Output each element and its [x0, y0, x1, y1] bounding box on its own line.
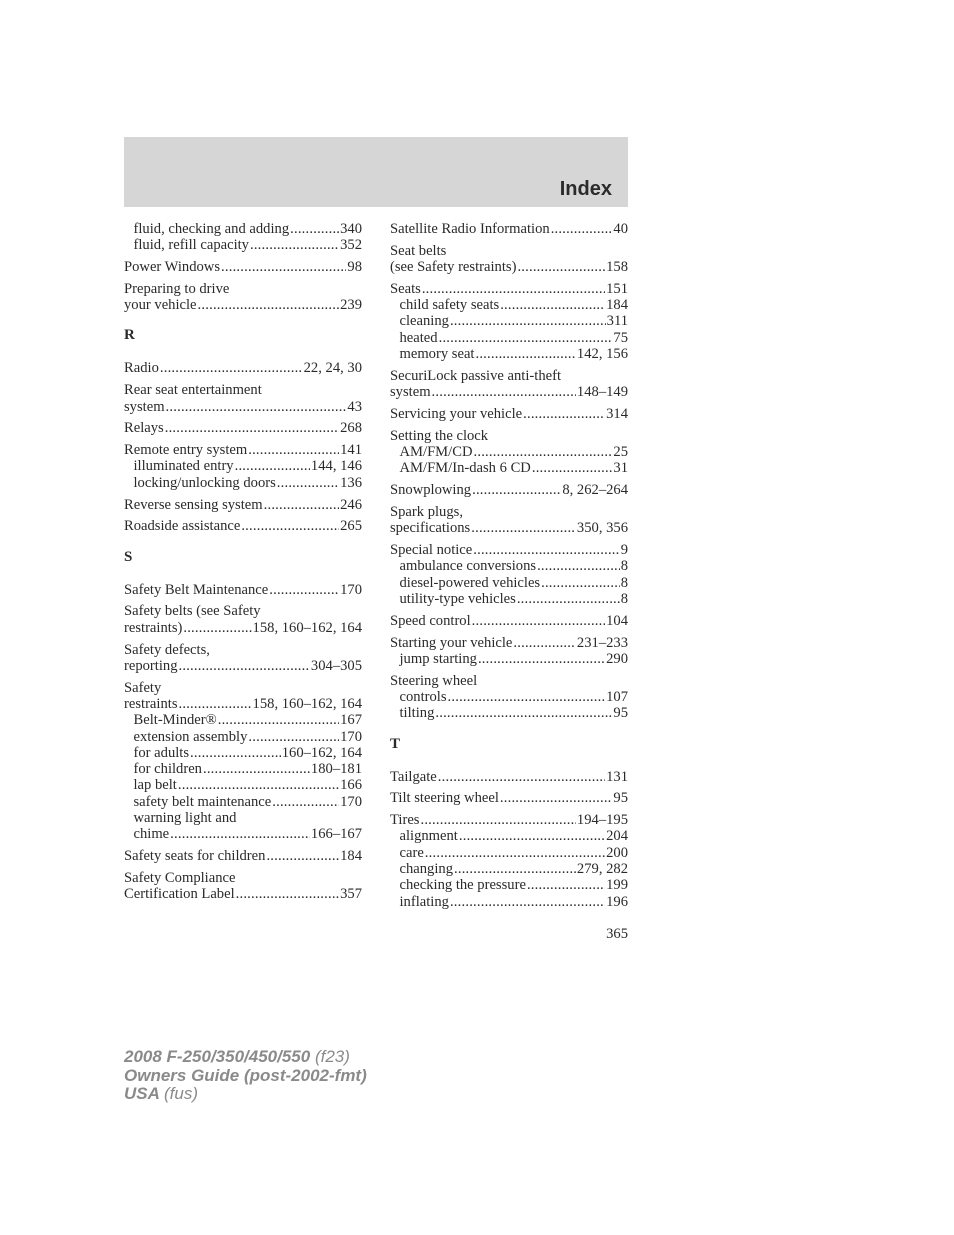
index-entry [390, 221, 628, 237]
index-column-left [124, 221, 362, 908]
index-term: Remote entry system [124, 442, 248, 459]
leader-dots [513, 635, 576, 651]
leader-dots [474, 444, 613, 460]
index-entry-line [124, 518, 362, 534]
page-number: 365 [606, 926, 628, 942]
index-page-ref: 148–149 [576, 384, 628, 401]
index-term: Tires [390, 812, 420, 829]
index-entry-line [390, 482, 628, 498]
index-term: Snowplowing [390, 482, 472, 499]
index-entry [390, 368, 628, 401]
index-subentry-line [390, 705, 628, 721]
leader-dots [478, 651, 605, 667]
index-subentry-line [390, 845, 628, 861]
index-term: AM/FM/In-dash 6 CD [399, 460, 531, 477]
index-term: SecuriLock passive anti-theft [390, 367, 562, 384]
index-term: Special notice [390, 542, 473, 559]
leader-dots [475, 346, 575, 362]
index-entry [124, 497, 362, 513]
leader-dots [500, 297, 605, 313]
index-page-ref: 107 [606, 688, 628, 705]
footer-line-3 [124, 1085, 367, 1104]
index-term: Seat belts [390, 242, 447, 259]
index-term: ambulance conversions [399, 558, 537, 575]
index-entry [124, 420, 362, 436]
index-term: warning light and [133, 810, 237, 827]
index-page-ref: 158, 160–162, 164 [252, 619, 362, 636]
leader-dots [250, 237, 339, 253]
leader-dots [198, 297, 340, 313]
index-page-ref: 279, 282 [576, 861, 628, 877]
leader-dots [432, 384, 576, 400]
footer-model: 2008 F-250/350/450/550 [124, 1047, 311, 1066]
index-subentry-line [390, 861, 628, 877]
index-page-ref: 184 [606, 297, 628, 314]
index-page-ref: 141 [340, 442, 362, 459]
index-page-ref: 8, 262–264 [562, 482, 628, 499]
index-entry [390, 428, 628, 477]
index-page-ref: 311 [606, 313, 628, 330]
index-term: tilting [399, 705, 435, 722]
index-page-ref: 170 [340, 581, 362, 598]
index-entry [124, 360, 362, 376]
index-entry-line [390, 790, 628, 806]
index-term: reporting [124, 657, 178, 674]
leader-dots [241, 518, 339, 534]
index-subentry-line [390, 651, 628, 667]
index-entry [124, 281, 362, 314]
index-subentry-line [124, 221, 362, 237]
index-page-ref: 158 [606, 259, 628, 276]
index-page-ref: 8 [620, 590, 628, 607]
index-subentry-line [124, 810, 362, 826]
index-term: Setting the clock [390, 427, 489, 444]
index-term: your vehicle [124, 297, 197, 314]
index-term: lap belt [133, 777, 177, 794]
index-entry-line [124, 603, 362, 619]
leader-dots [450, 894, 605, 910]
index-subentry-line [124, 777, 362, 793]
leader-dots [537, 558, 620, 574]
index-entry-line [124, 281, 362, 297]
leader-dots [170, 826, 310, 842]
index-page-ref: 95 [613, 790, 628, 807]
index-page-ref: 95 [613, 705, 628, 722]
index-entry [124, 442, 362, 491]
index-subentry-line [124, 458, 362, 474]
index-page-ref: 142, 156 [576, 346, 628, 363]
leader-dots [179, 696, 252, 712]
index-page-ref: 22, 24, 30 [303, 360, 362, 377]
leader-dots [236, 886, 339, 902]
index-subentry-line [390, 460, 628, 476]
index-page-ref: 98 [347, 259, 362, 276]
leader-dots [203, 761, 310, 777]
index-letter-heading: S [124, 548, 133, 565]
index-entry-line [124, 696, 362, 712]
index-term: inflating [399, 893, 449, 910]
index-term: Speed control [390, 612, 471, 629]
index-page-ref: 25 [613, 444, 628, 461]
index-term: heated [399, 329, 438, 346]
leader-dots [269, 582, 339, 598]
index-entry-line [390, 428, 628, 444]
index-page-ref: 314 [606, 405, 628, 422]
leader-dots [165, 420, 339, 436]
leader-dots [541, 575, 620, 591]
leader-dots [183, 620, 251, 636]
leader-dots [532, 460, 613, 476]
index-entry [124, 680, 362, 843]
index-entry [390, 673, 628, 722]
leader-dots [523, 406, 605, 422]
index-entry [390, 406, 628, 422]
leader-dots [448, 689, 606, 705]
index-page-ref: 194–195 [576, 812, 628, 829]
index-subentry-line [124, 745, 362, 761]
leader-dots [517, 591, 620, 607]
leader-dots [264, 497, 339, 513]
leader-dots [248, 729, 339, 745]
index-page-ref: 200 [606, 844, 628, 861]
footer-model-code: (f23) [314, 1047, 350, 1066]
index-subentry-line [390, 575, 628, 591]
index-term: diesel-powered vehicles [399, 574, 541, 591]
leader-dots [454, 861, 576, 877]
index-page-ref: 290 [606, 650, 628, 667]
footer-market: USA [124, 1084, 160, 1103]
index-subentry-line [124, 237, 362, 253]
leader-dots [439, 330, 613, 346]
leader-dots [435, 705, 612, 721]
leader-dots [500, 790, 613, 806]
index-letter-heading: R [124, 327, 135, 344]
index-term: cleaning [399, 313, 449, 330]
index-term: (see Safety restraints) [390, 259, 517, 276]
index-page-ref: 166–167 [310, 826, 362, 843]
leader-dots [178, 777, 339, 793]
index-entry [390, 790, 628, 806]
index-page-ref: 31 [613, 460, 628, 477]
leader-dots [551, 221, 613, 237]
index-term: care [399, 844, 424, 861]
index-entry [390, 482, 628, 498]
index-subentry-line [390, 689, 628, 705]
index-term: locking/unlocking doors [133, 474, 276, 491]
index-term: Safety seats for children [124, 848, 266, 865]
leader-dots [517, 259, 605, 275]
index-term: system [124, 398, 165, 415]
index-term: Safety Compliance [124, 869, 236, 886]
leader-dots [472, 482, 561, 498]
index-entry [124, 221, 362, 254]
leader-dots [160, 360, 303, 376]
index-entry [124, 382, 362, 415]
index-entry [124, 259, 362, 275]
index-entry-line [124, 870, 362, 886]
index-subentry-line [390, 828, 628, 844]
index-page-ref: 131 [606, 768, 628, 785]
index-page-ref: 158, 160–162, 164 [252, 695, 362, 712]
leader-dots [179, 658, 310, 674]
index-entry-line [124, 382, 362, 398]
index-term: Seats [390, 280, 421, 297]
index-entry [124, 582, 362, 598]
index-entry [390, 812, 628, 910]
index-term: memory seat [399, 346, 475, 363]
leader-dots [266, 848, 339, 864]
index-entry-line [124, 360, 362, 376]
index-page-ref: 231–233 [576, 634, 628, 651]
index-term: Safety belts (see Safety [124, 603, 261, 620]
index-term: illuminated entry [133, 458, 234, 475]
leader-dots [450, 313, 606, 329]
index-entry-line [124, 297, 362, 313]
index-term: extension assembly [133, 728, 248, 745]
index-entry-line [124, 399, 362, 415]
index-page-ref: 352 [340, 237, 362, 254]
index-term: Belt-Minder® [133, 712, 217, 729]
index-page-ref: 340 [340, 221, 362, 237]
index-page-ref: 40 [613, 221, 628, 237]
index-term: changing [399, 861, 453, 877]
index-subentry-line [390, 297, 628, 313]
index-entry-line [390, 673, 628, 689]
index-entry-line [124, 886, 362, 902]
index-term: controls [399, 688, 447, 705]
index-term: Relays [124, 420, 164, 437]
index-page-ref: 265 [340, 518, 362, 535]
footer-line-2 [124, 1067, 367, 1086]
index-page-ref: 184 [340, 848, 362, 865]
index-term: Power Windows [124, 259, 221, 276]
index-subentry-line [390, 444, 628, 460]
leader-dots [277, 475, 339, 491]
index-entry [124, 518, 362, 534]
index-term: Starting your vehicle [390, 634, 513, 651]
index-term: Reverse sensing system [124, 496, 263, 513]
index-term: Tailgate [390, 768, 437, 785]
index-entry [124, 870, 362, 903]
index-term: jump starting [399, 650, 477, 667]
index-subentry-line [390, 877, 628, 893]
index-term: Rear seat entertainment [124, 382, 262, 399]
index-page-ref: 170 [340, 793, 362, 810]
index-entry-line [390, 504, 628, 520]
index-subentry-line [124, 475, 362, 491]
index-term: safety belt maintenance [133, 793, 272, 810]
index-term: specifications [390, 520, 471, 537]
index-entry-line [390, 520, 628, 536]
index-page-ref: 246 [340, 496, 362, 513]
index-letter-heading: T [390, 735, 401, 752]
index-entry-line [390, 259, 628, 275]
index-term: Spark plugs, [390, 503, 463, 520]
index-entry [390, 504, 628, 537]
index-term: Preparing to drive [124, 280, 230, 297]
index-page-ref: 144, 146 [310, 458, 362, 475]
header-band [124, 137, 628, 207]
index-page-ref: 268 [340, 420, 362, 437]
index-entry-line [390, 613, 628, 629]
index-subentry-line [390, 591, 628, 607]
leader-dots [420, 812, 575, 828]
index-term: Steering wheel [390, 672, 478, 689]
index-page-ref: 43 [347, 398, 362, 415]
index-term: restraints) [124, 619, 183, 636]
index-page-ref: 167 [340, 712, 362, 729]
index-term: Radio [124, 360, 159, 377]
index-entry-line [390, 221, 628, 237]
footer-line-1 [124, 1048, 367, 1067]
index-subentry-line [124, 794, 362, 810]
index-page-ref: 104 [606, 612, 628, 629]
index-subentry-line [124, 826, 362, 842]
index-page-ref: 160–162, 164 [281, 744, 362, 761]
index-entry-line [390, 281, 628, 297]
index-entry-line [124, 848, 362, 864]
footer [124, 1048, 367, 1104]
index-subentry-line [124, 729, 362, 745]
index-page-ref: 204 [606, 828, 628, 845]
index-subentry-line [124, 761, 362, 777]
index-term: Roadside assistance [124, 518, 241, 535]
index-entry [390, 281, 628, 362]
index-term: utility-type vehicles [399, 590, 516, 607]
index-entry-line [124, 620, 362, 636]
leader-dots [471, 520, 576, 536]
footer-guide: Owners Guide (post-2002-fmt) [124, 1065, 367, 1085]
index-entry-line [124, 497, 362, 513]
index-page-ref: 180–181 [310, 761, 362, 778]
index-entry [124, 848, 362, 864]
index-entry-line [390, 542, 628, 558]
index-entry-line [124, 582, 362, 598]
index-page-ref: 136 [340, 474, 362, 491]
index-term: Tilt steering wheel [390, 790, 499, 807]
leader-dots [290, 221, 339, 237]
index-term: checking the pressure [399, 877, 526, 894]
index-page-ref: 8 [620, 574, 628, 591]
index-term: for children [133, 761, 202, 778]
index-entry [390, 769, 628, 785]
index-term: child safety seats [399, 297, 500, 314]
leader-dots [422, 281, 605, 297]
index-term: AM/FM/CD [399, 444, 473, 461]
index-entry-line [124, 658, 362, 674]
index-page-ref: 75 [613, 329, 628, 346]
index-entry [390, 243, 628, 276]
index-term: system [390, 384, 431, 401]
index-subentry-line [390, 313, 628, 329]
index-entry-line [390, 384, 628, 400]
index-column-right [390, 221, 628, 915]
index-entry-line [390, 243, 628, 259]
index-entry [390, 613, 628, 629]
index-term: Safety Belt Maintenance [124, 581, 269, 598]
leader-dots [425, 845, 605, 861]
index-term: Satellite Radio Information [390, 221, 550, 237]
index-entry [124, 642, 362, 675]
index-subentry-line [390, 894, 628, 910]
index-page-ref: 304–305 [310, 657, 362, 674]
index-term: for adults [133, 744, 190, 761]
index-term: Servicing your vehicle [390, 405, 523, 422]
index-entry-line [390, 635, 628, 651]
index-entry [390, 635, 628, 668]
index-page-ref: 196 [606, 893, 628, 910]
index-page-ref: 199 [606, 877, 628, 894]
page-title: Index [559, 178, 612, 200]
index-subentry-line [390, 558, 628, 574]
index-entry-line [390, 368, 628, 384]
leader-dots [221, 259, 346, 275]
index-page-ref: 357 [340, 886, 362, 903]
leader-dots [473, 542, 619, 558]
index-entry-line [390, 812, 628, 828]
leader-dots [218, 712, 339, 728]
index-entry-line [124, 420, 362, 436]
index-entry [390, 542, 628, 607]
index-term: Certification Label [124, 886, 235, 903]
index-page-ref: 8 [620, 558, 628, 575]
index-term: restraints [124, 695, 178, 712]
index-entry-line [390, 406, 628, 422]
index-term: fluid, checking and adding [133, 221, 290, 237]
leader-dots [166, 399, 347, 415]
index-entry-line [390, 769, 628, 785]
leader-dots [527, 877, 605, 893]
index-term: Safety [124, 679, 162, 696]
leader-dots [248, 442, 339, 458]
index-term: fluid, refill capacity [133, 237, 249, 254]
leader-dots [459, 828, 605, 844]
leader-dots [472, 613, 605, 629]
footer-market-code: (fus) [164, 1084, 198, 1103]
leader-dots [190, 745, 281, 761]
index-subentry-line [390, 330, 628, 346]
index-entry [124, 603, 362, 636]
index-term: Safety defects, [124, 641, 210, 658]
index-subentry-line [124, 712, 362, 728]
index-subentry-line [390, 346, 628, 362]
index-entry-line [124, 259, 362, 275]
index-page-ref: 9 [620, 542, 628, 559]
index-entry-line [124, 442, 362, 458]
leader-dots [438, 769, 605, 785]
index-page-ref: 151 [606, 280, 628, 297]
index-page-ref: 166 [340, 777, 362, 794]
index-term: alignment [399, 828, 458, 845]
leader-dots [272, 794, 339, 810]
index-page-ref: 239 [340, 297, 362, 314]
leader-dots [235, 458, 310, 474]
index-entry-line [124, 680, 362, 696]
index-entry-line [124, 642, 362, 658]
index-term: chime [133, 826, 170, 843]
index-page-ref: 350, 356 [576, 520, 628, 537]
index-page-ref: 170 [340, 728, 362, 745]
